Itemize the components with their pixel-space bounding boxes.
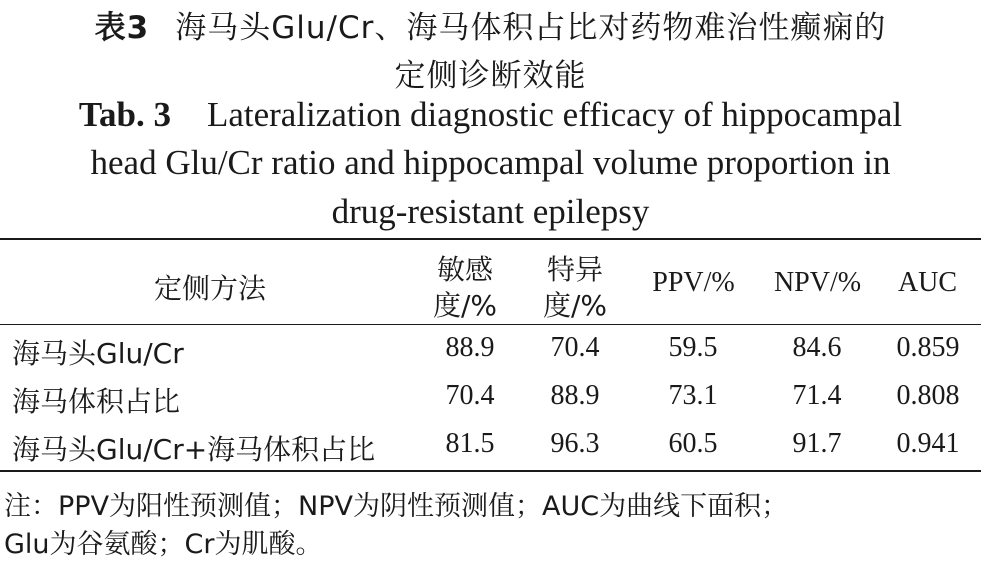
table-title-en-text1: Lateralization diagnostic efficacy of hippocampal (206, 95, 903, 134)
table-note-line1: 注：PPV为阳性预测值；NPV为阴性预测值；AUC为曲线下面积； (4, 491, 789, 522)
table-title-en-line2: head Glu/Cr ratio and hippocampal volume proportion in (90, 143, 891, 182)
header-auc: AUC (897, 267, 958, 298)
header-sensitivity-line2: 度/% (432, 289, 498, 322)
header-method: 定侧方法 (153, 272, 266, 305)
row2-method: 海马体积占比 (12, 385, 181, 418)
row3-specificity: 96.3 (550, 428, 600, 459)
table-title-cn-text: 海马头Glu/Cr、海马体积占比对药物难治性癫痫的 (175, 10, 887, 46)
row1-ppv: 59.5 (668, 332, 718, 363)
row3-auc: 0.941 (896, 428, 960, 459)
row2-specificity: 88.9 (550, 380, 600, 411)
table-bottom-rule (0, 470, 981, 472)
row2-sensitivity: 70.4 (445, 380, 495, 411)
table-label-cn: 表3 (94, 10, 150, 46)
row3-npv: 91.7 (792, 428, 842, 459)
table-title-cn-line2 (0, 50, 981, 95)
row3-sensitivity: 81.5 (445, 428, 495, 459)
row1-sensitivity: 88.9 (445, 332, 495, 363)
table-title-cn-line1 (0, 2, 981, 47)
table-top-rule (0, 238, 981, 240)
header-sensitivity-line1: 敏感 (436, 253, 493, 286)
header-specificity-line2: 度/% (542, 289, 608, 322)
table-title-en-line3: drug-resistant epilepsy (331, 192, 650, 231)
table-label-en: Tab. 3 (78, 95, 171, 134)
row3-ppv: 60.5 (668, 428, 718, 459)
row1-auc: 0.859 (896, 332, 960, 363)
row2-ppv: 73.1 (668, 380, 718, 411)
row1-specificity: 70.4 (550, 332, 600, 363)
row1-method: 海马头Glu/Cr (12, 337, 184, 370)
header-npv: NPV/% (773, 267, 862, 298)
row2-auc: 0.808 (896, 380, 960, 411)
table-title-cn-text2: 定侧诊断效能 (394, 58, 587, 94)
row1-npv: 84.6 (792, 332, 842, 363)
table-title-en-line1 (0, 95, 981, 135)
row3-method: 海马头Glu/Cr+海马体积占比 (12, 433, 376, 466)
table-header-rule (0, 324, 981, 325)
header-specificity-line1: 特异 (546, 253, 603, 286)
row2-npv: 71.4 (792, 380, 842, 411)
header-ppv: PPV/% (652, 267, 735, 298)
table-note-line2: Glu为谷氨酸；Cr为肌酸。 (4, 529, 323, 560)
